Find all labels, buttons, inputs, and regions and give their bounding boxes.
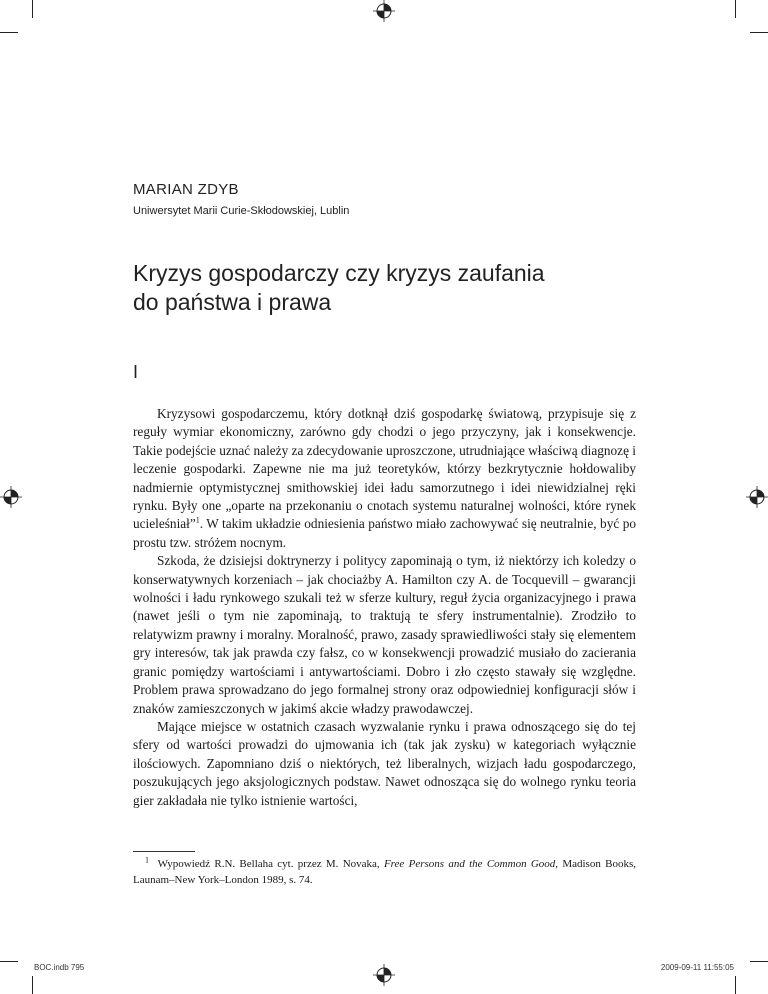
footnote-text-end: , Madison Books, Launam–New York–London 1989, s. 74.	[133, 858, 636, 886]
footnote-divider	[133, 851, 195, 852]
paragraph-1-text: Kryzysowi gospodarczemu, który dotknął dziś gospodarkę światową, przypisuje się z reguły wymiar ekonomiczny, zarówno gdy chodzi o jego przyczyny, jak i konsekwencje. Takie podejście uznać należy za zdecydowanie uproszczone, utrudniające właściwą diagnozę i leczenie gospodarki. Zapewne nie ma już teoretyków, którzy bezkrytycznie hołdowaliby nadmiernie optymistycznej smithowskiej idei ładu samorzutnego i idei niewidzialnej ręki rynku. Były one „oparte na przekonaniu o cnotach systemu naturalnej wolności, które rynek ucieleśniał”	[133, 406, 636, 532]
paragraph-3: Mające miejsce w ostatnich czasach wyzwalanie rynku i prawa odnoszącego się do tej sfery od wartości prowadzi do ujmowania ich (tak jak zysku) w kategoriach wyłącznie ilościowych. Zapomniano dziś o niektórych, też liberalnych, wizjach ładu gospodarczego, poszukujących jego aksjologicznych podstaw. Nawet odnosząca się do wolnego rynku teoria gier zakładała nie tylko istnienie wartości,	[133, 718, 636, 808]
section-number: I	[133, 362, 139, 382]
crop-mark-top-left-v	[32, 0, 33, 18]
article-title	[133, 259, 673, 317]
registration-mark-left-icon	[0, 486, 22, 508]
paragraph-1	[133, 405, 636, 552]
footnote-reference: 1	[195, 516, 200, 526]
crop-mark-bottom-left-h	[0, 961, 18, 962]
footnote-text: Wypowiedź R.N. Bellaha cyt. przez M. Novaka,	[157, 858, 384, 870]
footnote	[133, 856, 636, 888]
footnote-book-title: Free Persons and the Common Good	[383, 858, 556, 870]
footnote-number: 1	[145, 855, 149, 865]
body-text	[133, 405, 636, 810]
registration-mark-bottom-icon	[373, 964, 395, 986]
crop-mark-bottom-right-h	[750, 961, 768, 962]
crop-mark-top-right-h	[750, 32, 768, 33]
print-slug-file: BOC.indb 795	[34, 963, 85, 972]
crop-mark-bottom-left-v	[32, 976, 33, 994]
print-slug-datetime: 2009-09-11 11:55:05	[660, 963, 734, 972]
crop-mark-top-right-v	[735, 0, 736, 18]
paragraph-2: Szkoda, że dzisiejsi doktrynerzy i politycy zapominają o tym, iż niektórzy ich koledzy o konserwatywnych korzeniach – jak chociażby A. Hamilton czy A. de Tocquevill – gwarancji wolności i ładu rynkowego szukali też w sferze kultury, reguł życia organizacyjnego i prawa (nawet jeśli o tym nie zapominają, to traktują te sfery instrumentalnie). Zrodziło to relatywizm prawny i moralny. Moralność, prawo, zasady sprawiedliwości stały się elementem gry interesów, tak jak prawda czy fałsz, co w konsekwencji prowadzić musiało do zacierania granic pomiędzy wartościami i antywartościami. Dobro i zło często stawały się względne. Problem prawa sprowadzano do jego formalnej strony oraz odpowiedniej konfiguracji słów i znaków zamieszczonych w jakimś akcie władzy prawodawczej.	[133, 553, 636, 716]
registration-mark-right-icon	[746, 486, 768, 508]
author-name: MARIAN ZDYB	[133, 181, 239, 198]
registration-mark-top-icon	[373, 0, 395, 22]
paragraph-1-text-end: . W takim układzie odniesienia państwo miało zachowywać się neutralnie, być po prostu tzw. stróżem nocnym.	[133, 516, 636, 550]
crop-mark-top-left-h	[0, 32, 18, 33]
article-title-line-2: do państwa i prawa	[133, 289, 332, 315]
author-affiliation: Uniwersytet Marii Curie-Skłodowskiej, Lublin	[133, 205, 350, 217]
article-title-line-1: Kryzys gospodarczy czy kryzys zaufania	[133, 260, 545, 286]
crop-mark-bottom-right-v	[735, 976, 736, 994]
